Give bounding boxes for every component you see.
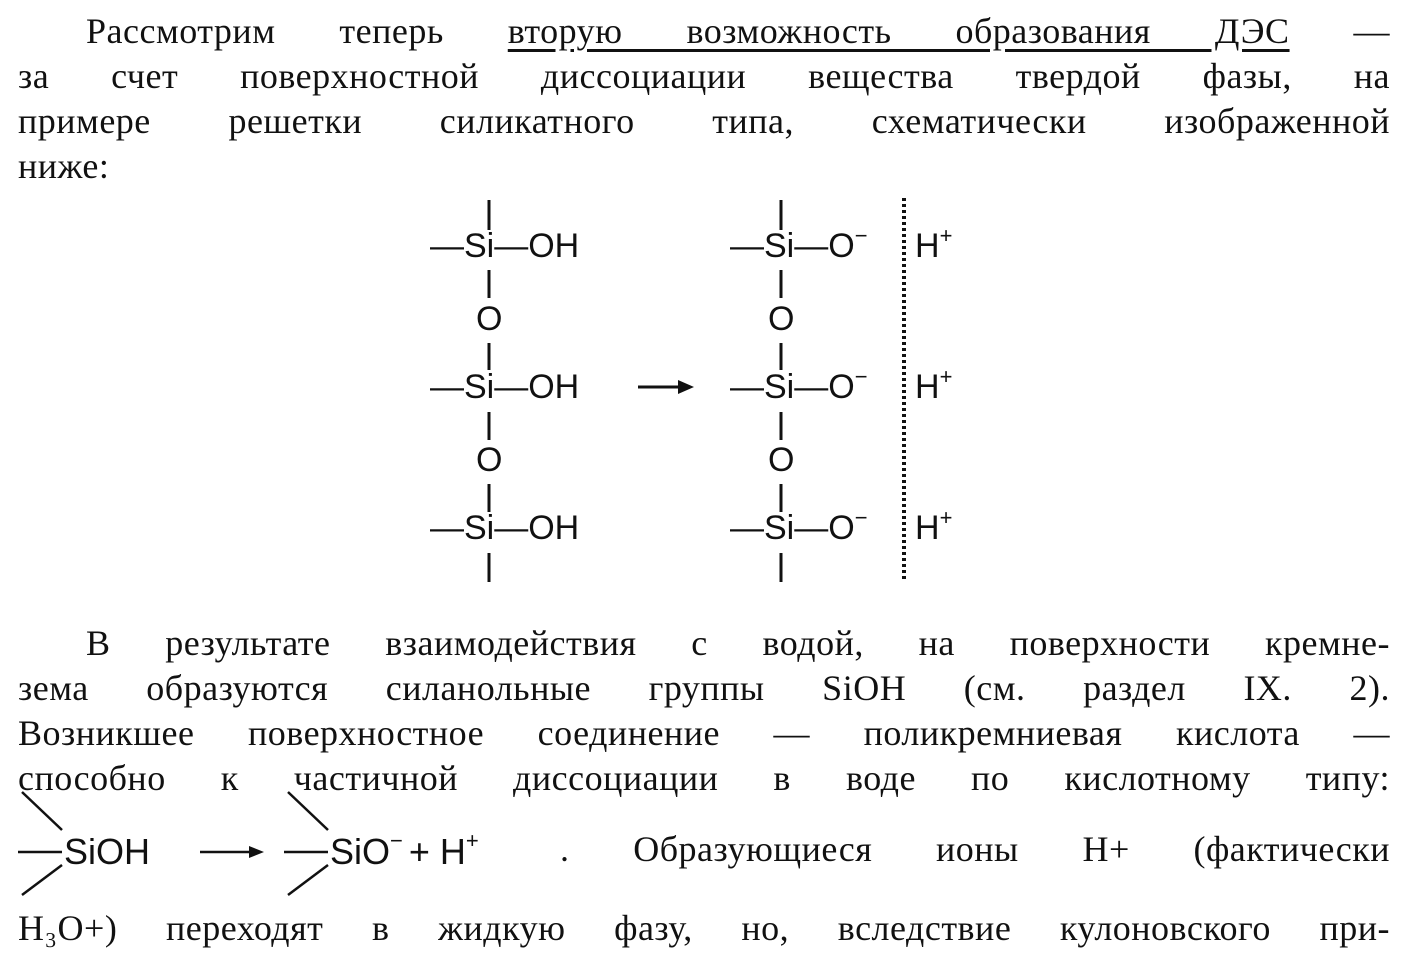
charge-minus-1: − [854,223,868,248]
bond-diagonal-upper-left [22,792,62,830]
paragraph-2-line-1: В результате взаимодействия с водой, на поверхности кремне- [86,623,1390,663]
proton-3 [915,505,952,547]
paragraph-2-line-6: H₃O+) переходят в жидкую фазу, но, вследствие кулоновского при- [18,908,1390,948]
sio-text: SiO [330,831,391,872]
equation-right-sio [330,828,479,872]
left-group-1: —Si—OH [430,227,580,265]
inline-dissociation-equation [0,780,600,920]
charge-plus: + [939,505,953,530]
proton-1 [915,223,952,265]
charge-minus-2: − [854,364,868,389]
bond-diagonal-upper-right [288,792,328,830]
plus-h: + H [408,831,466,872]
proton-symbol: H [915,509,940,547]
underlined-phrase: вторую возможность образования ДЭС [507,11,1290,51]
right-si-2: —Si—O [730,368,855,406]
right-group-1 [730,223,868,265]
paragraph-2-line-2: зема образуются силанольные группы SiOH (см. раздел IX. 2). [18,668,1390,708]
proton-symbol: H [915,227,940,265]
right-bridge-1: O [768,300,795,338]
paragraph-2-line-5-rest: . Образующиеся ионы H+ (фактически [560,829,1390,869]
right-si-3: —Si—O [730,509,855,547]
h-charge: + [465,828,479,853]
charge-plus: + [939,223,953,248]
sio-charge: − [390,828,403,853]
paragraph-1-line-1 [18,8,1390,54]
charge-minus-3: − [854,505,868,530]
right-bridge-2: O [768,441,795,479]
paragraph-1-line-2: за счет поверхностной диссоциации вещества твердой фазы, на [18,56,1390,96]
left-group-2: —Si—OH [430,368,580,406]
bond-diagonal-lower-right [288,865,328,895]
bond-diagonal-lower-left [22,865,62,895]
equation-left-siloh: SiOH [64,831,151,872]
equation-arrow-head [249,846,264,858]
reaction-arrow-head [678,380,694,394]
paragraph-1-line-3: примере решетки силикатного типа, схематически изображенной [18,101,1390,141]
left-group-3: —Si—OH [430,509,580,547]
right-group-2 [730,364,868,406]
right-group-3 [730,505,868,547]
left-bridge-1: O [476,300,503,338]
text-span: Рассмотрим теперь [86,11,508,51]
proton-symbol: H [915,368,940,406]
paragraph-2-line-3: Возникшее поверхностное соединение — поликремниевая кислота — [18,713,1390,753]
left-bridge-2: O [476,441,503,479]
right-si-1: —Si—O [730,227,855,265]
proton-2 [915,364,952,406]
text-span: — [1289,11,1390,51]
charge-plus: + [939,364,953,389]
paragraph-1-line-4: ниже: [18,146,110,186]
paragraph-2-line-4: способно к частичной диссоциации в воде по кислотному типу: [18,758,1390,798]
